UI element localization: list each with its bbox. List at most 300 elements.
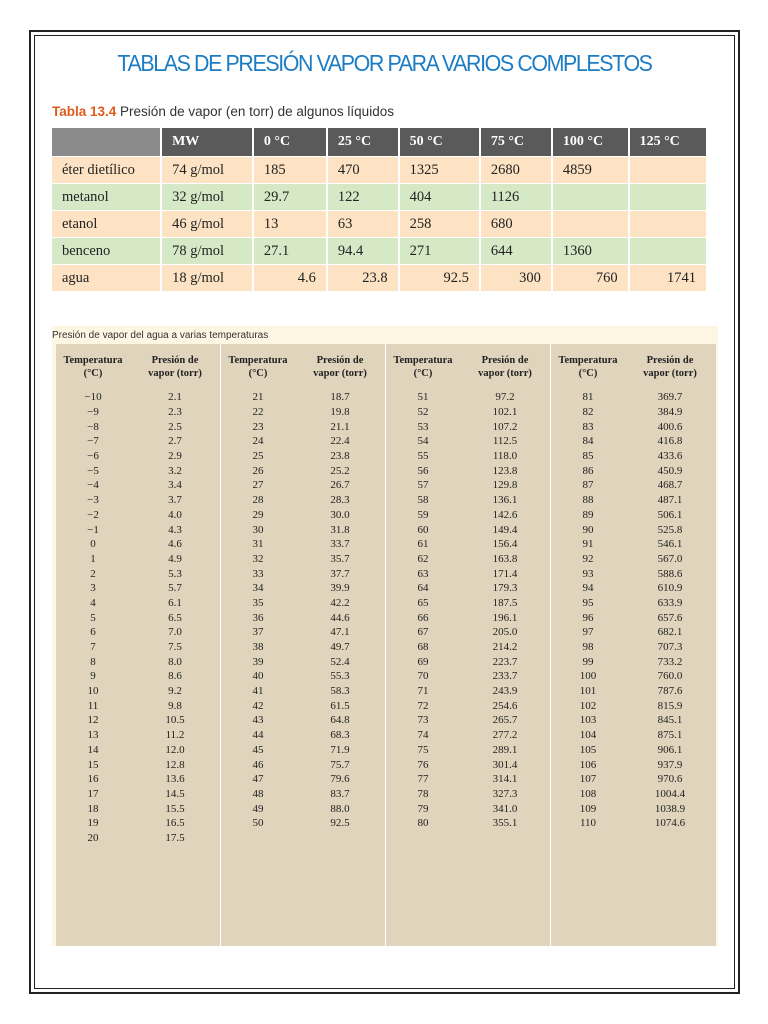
table-row — [52, 238, 706, 265]
temperature-cell: 86 — [582, 464, 594, 477]
temperature-cell: 74 — [417, 729, 429, 742]
table-row — [386, 787, 550, 802]
temperature-cell: 66 — [417, 611, 429, 624]
temperature-header — [551, 354, 625, 380]
pressure-cell: 506.1 — [657, 508, 683, 521]
table-cell — [552, 211, 629, 238]
header-line: Temperatura — [228, 355, 288, 366]
temperature-cell: 15 — [87, 758, 99, 771]
temperature-cell: 14 — [87, 743, 99, 756]
pressure-header — [460, 354, 550, 380]
pressure-cell: 214.2 — [492, 641, 518, 654]
temperature-cell: 53 — [417, 420, 429, 433]
table-row — [221, 743, 385, 758]
table-row — [56, 493, 220, 508]
table-row — [56, 522, 220, 537]
temperature-cell: 37 — [252, 626, 264, 639]
table-row — [386, 596, 550, 611]
pressure-cell: 75.7 — [330, 758, 350, 771]
temperature-cell: 91 — [582, 538, 594, 551]
temperature-cell: 44 — [252, 729, 264, 742]
temperature-cell: 31 — [252, 538, 264, 551]
table-cell: 680 — [480, 211, 552, 238]
pressure-cell: 610.9 — [657, 582, 683, 595]
table-caption-text: Presión de vapor (en torr) de algunos líquidos — [116, 104, 394, 119]
liquids-vapor-pressure-table — [52, 128, 706, 291]
table-row — [551, 596, 715, 611]
table-row — [52, 265, 706, 292]
column-header: 125 °C — [629, 128, 706, 157]
temperature-cell: 27 — [252, 479, 264, 492]
pressure-cell: 55.3 — [330, 670, 350, 683]
temperature-cell: 7 — [90, 641, 96, 654]
table-row — [551, 654, 715, 669]
temperature-cell: 3 — [90, 582, 96, 595]
pressure-cell: 970.6 — [657, 773, 683, 786]
temperature-cell: 34 — [252, 582, 264, 595]
pressure-cell: 156.4 — [492, 538, 518, 551]
pressure-cell: 49.7 — [330, 641, 350, 654]
temperature-cell: 90 — [582, 523, 594, 536]
table-row — [551, 493, 715, 508]
table-row — [221, 581, 385, 596]
temperature-cell: 65 — [417, 596, 429, 609]
pressure-cell: 39.9 — [330, 582, 350, 595]
table-row — [56, 463, 220, 478]
page-title: TABLAS DE PRESIÓN VAPOR PARA VARIOS COMPLESTOS — [117, 50, 652, 76]
table-cell: 271 — [399, 238, 480, 265]
table-row — [551, 743, 715, 758]
temperature-cell: −3 — [87, 494, 99, 507]
table-row — [386, 684, 550, 699]
temperature-cell: 108 — [579, 787, 597, 800]
table-caption — [52, 104, 394, 119]
table-cell: 644 — [480, 238, 552, 265]
water-table-header — [221, 344, 385, 390]
column-header: 100 °C — [552, 128, 629, 157]
pressure-cell: 37.7 — [330, 567, 350, 580]
table-row — [221, 537, 385, 552]
header-line: vapor (torr) — [148, 368, 202, 379]
pressure-cell: 64.8 — [330, 714, 350, 727]
temperature-cell: 6 — [90, 626, 96, 639]
pressure-cell: 149.4 — [492, 523, 518, 536]
table-row — [221, 625, 385, 640]
table-row — [551, 757, 715, 772]
table-row — [386, 478, 550, 493]
header-line: Presión de — [481, 355, 529, 366]
pressure-cell: 265.7 — [492, 714, 518, 727]
header-line: Temperatura — [558, 355, 618, 366]
table-row — [551, 625, 715, 640]
temperature-cell: 39 — [252, 655, 264, 668]
table-row — [56, 625, 220, 640]
table-cell: 760 — [552, 265, 629, 292]
temperature-cell: 22 — [252, 406, 264, 419]
temperature-cell: 54 — [417, 435, 429, 448]
header-line: vapor (torr) — [643, 368, 697, 379]
header-line: (°C) — [248, 368, 268, 379]
pressure-cell: 468.7 — [657, 479, 683, 492]
temperature-cell: 95 — [582, 596, 594, 609]
pressure-cell: 10.5 — [165, 714, 185, 727]
table-row — [551, 772, 715, 787]
table-row — [386, 757, 550, 772]
table-row — [221, 405, 385, 420]
table-row — [386, 698, 550, 713]
water-table-column — [220, 344, 385, 946]
table-row — [386, 449, 550, 464]
table-row — [386, 419, 550, 434]
table-row — [551, 787, 715, 802]
header-line: Presión de — [316, 355, 364, 366]
pressure-cell: 26.7 — [330, 479, 350, 492]
table-cell: 4859 — [552, 157, 629, 184]
pressure-cell: 433.6 — [657, 450, 683, 463]
water-table-header — [551, 344, 715, 390]
column-header — [52, 128, 161, 157]
table-cell: 122 — [327, 184, 399, 211]
temperature-cell: 2 — [90, 567, 96, 580]
temperature-cell: 50 — [252, 817, 264, 830]
pressure-cell: 787.6 — [657, 685, 683, 698]
water-table-caption: Presión de vapor del agua a varias temperaturas — [52, 330, 269, 341]
header-line: Presión de — [151, 355, 199, 366]
temperature-cell: 76 — [417, 758, 429, 771]
temperature-cell: 40 — [252, 670, 264, 683]
table-row — [386, 654, 550, 669]
temperature-cell: −1 — [87, 523, 99, 536]
pressure-cell: 71.9 — [330, 743, 350, 756]
temperature-cell: 99 — [582, 655, 594, 668]
pressure-cell: 196.1 — [492, 611, 518, 624]
temperature-cell: 87 — [582, 479, 594, 492]
temperature-cell: 5 — [90, 611, 96, 624]
pressure-cell: 845.1 — [657, 714, 683, 727]
temperature-cell: 1 — [90, 552, 96, 565]
pressure-cell: 3.2 — [168, 464, 182, 477]
pressure-cell: 19.8 — [330, 406, 350, 419]
temperature-cell: 52 — [417, 406, 429, 419]
pressure-cell: 107.2 — [492, 420, 518, 433]
pressure-cell: 79.6 — [330, 773, 350, 786]
pressure-cell: 6.1 — [168, 596, 182, 609]
temperature-cell: 49 — [252, 802, 264, 815]
pressure-cell: 3.7 — [168, 494, 182, 507]
pressure-cell: 682.1 — [657, 626, 683, 639]
table-row — [56, 434, 220, 449]
table-cell: 92.5 — [399, 265, 480, 292]
table-row — [386, 508, 550, 523]
table-cell: 4.6 — [253, 265, 327, 292]
temperature-cell: −5 — [87, 464, 99, 477]
table-cell: 2680 — [480, 157, 552, 184]
table-row — [386, 537, 550, 552]
table-row — [221, 508, 385, 523]
pressure-cell: 937.9 — [657, 758, 683, 771]
liquid-name-cell: etanol — [52, 211, 161, 238]
table-cell: 27.1 — [253, 238, 327, 265]
pressure-cell: 8.6 — [168, 670, 182, 683]
table-cell: 1360 — [552, 238, 629, 265]
table-cell: 1126 — [480, 184, 552, 211]
table-cell: 404 — [399, 184, 480, 211]
temperature-cell: 18 — [87, 802, 99, 815]
pressure-cell: 28.3 — [330, 494, 350, 507]
pressure-cell: 1074.6 — [654, 817, 686, 830]
table-row — [221, 552, 385, 567]
temperature-cell: 77 — [417, 773, 429, 786]
table-row — [56, 831, 220, 846]
table-row — [386, 713, 550, 728]
liquid-name-cell: benceno — [52, 238, 161, 265]
pressure-cell: 21.1 — [330, 420, 350, 433]
pressure-cell: 314.1 — [492, 773, 518, 786]
water-vapor-pressure-table — [56, 344, 716, 946]
table-row — [551, 522, 715, 537]
table-cell: 63 — [327, 211, 399, 238]
pressure-cell: 102.1 — [492, 406, 518, 419]
pressure-cell: 18.7 — [330, 391, 350, 404]
table-row — [221, 669, 385, 684]
header-line: (°C) — [83, 368, 103, 379]
temperature-cell: 45 — [252, 743, 264, 756]
table-row — [551, 684, 715, 699]
temperature-cell: 17 — [87, 787, 99, 800]
table-row — [551, 449, 715, 464]
pressure-cell: 4.9 — [168, 552, 182, 565]
table-cell — [629, 184, 706, 211]
table-row — [386, 434, 550, 449]
pressure-cell: 30.0 — [330, 508, 350, 521]
table-row — [386, 801, 550, 816]
table-row — [56, 816, 220, 831]
temperature-cell: 68 — [417, 641, 429, 654]
pressure-cell: 23.8 — [330, 450, 350, 463]
table-row — [221, 522, 385, 537]
temperature-cell: −10 — [84, 391, 102, 404]
temperature-cell: 12 — [87, 714, 99, 727]
pressure-cell: 92.5 — [330, 817, 350, 830]
pressure-cell: 118.0 — [492, 450, 518, 463]
temperature-cell: −8 — [87, 420, 99, 433]
table-row — [56, 698, 220, 713]
temperature-cell: 23 — [252, 420, 264, 433]
table-cell — [552, 184, 629, 211]
temperature-cell: 71 — [417, 685, 429, 698]
table-row — [221, 801, 385, 816]
pressure-cell: 136.1 — [492, 494, 518, 507]
temperature-cell: 51 — [417, 391, 429, 404]
table-row — [221, 684, 385, 699]
table-row — [386, 772, 550, 787]
pressure-cell: 123.8 — [492, 464, 518, 477]
column-header: MW — [161, 128, 253, 157]
temperature-cell: 88 — [582, 494, 594, 507]
temperature-cell: 38 — [252, 641, 264, 654]
pressure-cell: 5.7 — [168, 582, 182, 595]
temperature-cell: 4 — [90, 596, 96, 609]
pressure-cell: 52.4 — [330, 655, 350, 668]
pressure-cell: 68.3 — [330, 729, 350, 742]
pressure-cell: 4.3 — [168, 523, 182, 536]
pressure-cell: 223.7 — [492, 655, 518, 668]
pressure-cell: 588.6 — [657, 567, 683, 580]
table-row — [56, 419, 220, 434]
table-row — [56, 405, 220, 420]
pressure-cell: 416.8 — [657, 435, 683, 448]
table-row — [386, 493, 550, 508]
temperature-cell: 63 — [417, 567, 429, 580]
temperature-cell: −9 — [87, 406, 99, 419]
table-row — [551, 508, 715, 523]
column-header: 0 °C — [253, 128, 327, 157]
temperature-cell: 69 — [417, 655, 429, 668]
table-cell: 13 — [253, 211, 327, 238]
pressure-cell: 384.9 — [657, 406, 683, 419]
table-row — [551, 640, 715, 655]
temperature-cell: 41 — [252, 685, 264, 698]
temperature-cell: 75 — [417, 743, 429, 756]
table-row — [221, 787, 385, 802]
pressure-header — [295, 354, 385, 380]
pressure-header — [625, 354, 715, 380]
table-row — [551, 552, 715, 567]
temperature-cell: 57 — [417, 479, 429, 492]
temperature-cell: 61 — [417, 538, 429, 551]
pressure-cell: 83.7 — [330, 787, 350, 800]
table-row — [386, 566, 550, 581]
column-header: 75 °C — [480, 128, 552, 157]
table-row — [221, 772, 385, 787]
temperature-cell: 24 — [252, 435, 264, 448]
temperature-cell: 59 — [417, 508, 429, 521]
pressure-cell: 163.8 — [492, 552, 518, 565]
temperature-cell: 98 — [582, 641, 594, 654]
pressure-cell: 657.6 — [657, 611, 683, 624]
header-line: (°C) — [578, 368, 598, 379]
table-row — [56, 640, 220, 655]
pressure-cell: 5.3 — [168, 567, 182, 580]
temperature-cell: 110 — [579, 817, 597, 830]
table-row — [52, 157, 706, 184]
table-cell — [629, 238, 706, 265]
table-row — [551, 434, 715, 449]
temperature-cell: −4 — [87, 479, 99, 492]
pressure-cell: 2.5 — [168, 420, 182, 433]
table-row — [221, 713, 385, 728]
pressure-cell: 243.9 — [492, 685, 518, 698]
pressure-cell: 11.2 — [165, 729, 185, 742]
pressure-cell: 44.6 — [330, 611, 350, 624]
table-row — [221, 757, 385, 772]
pressure-cell: 733.2 — [657, 655, 683, 668]
temperature-cell: 30 — [252, 523, 264, 536]
temperature-cell: 46 — [252, 758, 264, 771]
pressure-cell: 1004.4 — [654, 787, 686, 800]
table-header-row — [52, 128, 706, 157]
table-row — [386, 610, 550, 625]
table-number: Tabla 13.4 — [52, 104, 117, 119]
header-line: Temperatura — [393, 355, 453, 366]
temperature-header — [221, 354, 295, 380]
header-line: (°C) — [413, 368, 433, 379]
pressure-cell: 61.5 — [330, 699, 350, 712]
pressure-cell: 205.0 — [492, 626, 518, 639]
temperature-cell: 58 — [417, 494, 429, 507]
pressure-cell: 2.1 — [168, 391, 182, 404]
temperature-header — [386, 354, 460, 380]
pressure-cell: 7.5 — [168, 641, 182, 654]
temperature-cell: 19 — [87, 817, 99, 830]
temperature-cell: 16 — [87, 773, 99, 786]
column-header: 25 °C — [327, 128, 399, 157]
pressure-cell: 487.1 — [657, 494, 683, 507]
table-cell: 1325 — [399, 157, 480, 184]
table-row — [221, 816, 385, 831]
pressure-cell: 47.1 — [330, 626, 350, 639]
temperature-cell: −7 — [87, 435, 99, 448]
pressure-cell: 58.3 — [330, 685, 350, 698]
temperature-cell: 93 — [582, 567, 594, 580]
table-cell: 1741 — [629, 265, 706, 292]
temperature-cell: 85 — [582, 450, 594, 463]
pressure-cell: 22.4 — [330, 435, 350, 448]
pressure-cell: 17.5 — [165, 831, 185, 844]
temperature-cell: −6 — [87, 450, 99, 463]
pressure-cell: 2.9 — [168, 450, 182, 463]
pressure-cell: 2.3 — [168, 406, 182, 419]
table-row — [551, 728, 715, 743]
pressure-cell: 4.0 — [168, 508, 182, 521]
table-cell: 32 g/mol — [161, 184, 253, 211]
pressure-cell: 567.0 — [657, 552, 683, 565]
table-row — [551, 698, 715, 713]
table-row — [221, 610, 385, 625]
pressure-cell: 400.6 — [657, 420, 683, 433]
pressure-cell: 15.5 — [165, 802, 185, 815]
temperature-cell: 25 — [252, 450, 264, 463]
table-row — [221, 566, 385, 581]
temperature-cell: 94 — [582, 582, 594, 595]
table-cell: 94.4 — [327, 238, 399, 265]
water-table-header — [56, 344, 220, 390]
temperature-cell: 73 — [417, 714, 429, 727]
pressure-cell: 16.5 — [165, 817, 185, 830]
pressure-cell: 707.3 — [657, 641, 683, 654]
table-row — [56, 566, 220, 581]
pressure-cell: 906.1 — [657, 743, 683, 756]
pressure-header — [130, 354, 220, 380]
table-row — [386, 640, 550, 655]
pressure-cell: 369.7 — [657, 391, 683, 404]
pressure-cell: 33.7 — [330, 538, 350, 551]
table-row — [221, 698, 385, 713]
temperature-cell: 80 — [417, 817, 429, 830]
table-row — [551, 478, 715, 493]
table-row — [56, 552, 220, 567]
temperature-cell: 104 — [579, 729, 597, 742]
temperature-cell: 102 — [579, 699, 597, 712]
temperature-cell: 78 — [417, 787, 429, 800]
pressure-cell: 355.1 — [492, 817, 518, 830]
pressure-cell: 760.0 — [657, 670, 683, 683]
temperature-cell: 100 — [579, 670, 597, 683]
pressure-cell: 129.8 — [492, 479, 518, 492]
table-row — [56, 581, 220, 596]
table-row — [56, 713, 220, 728]
pressure-cell: 1038.9 — [654, 802, 686, 815]
